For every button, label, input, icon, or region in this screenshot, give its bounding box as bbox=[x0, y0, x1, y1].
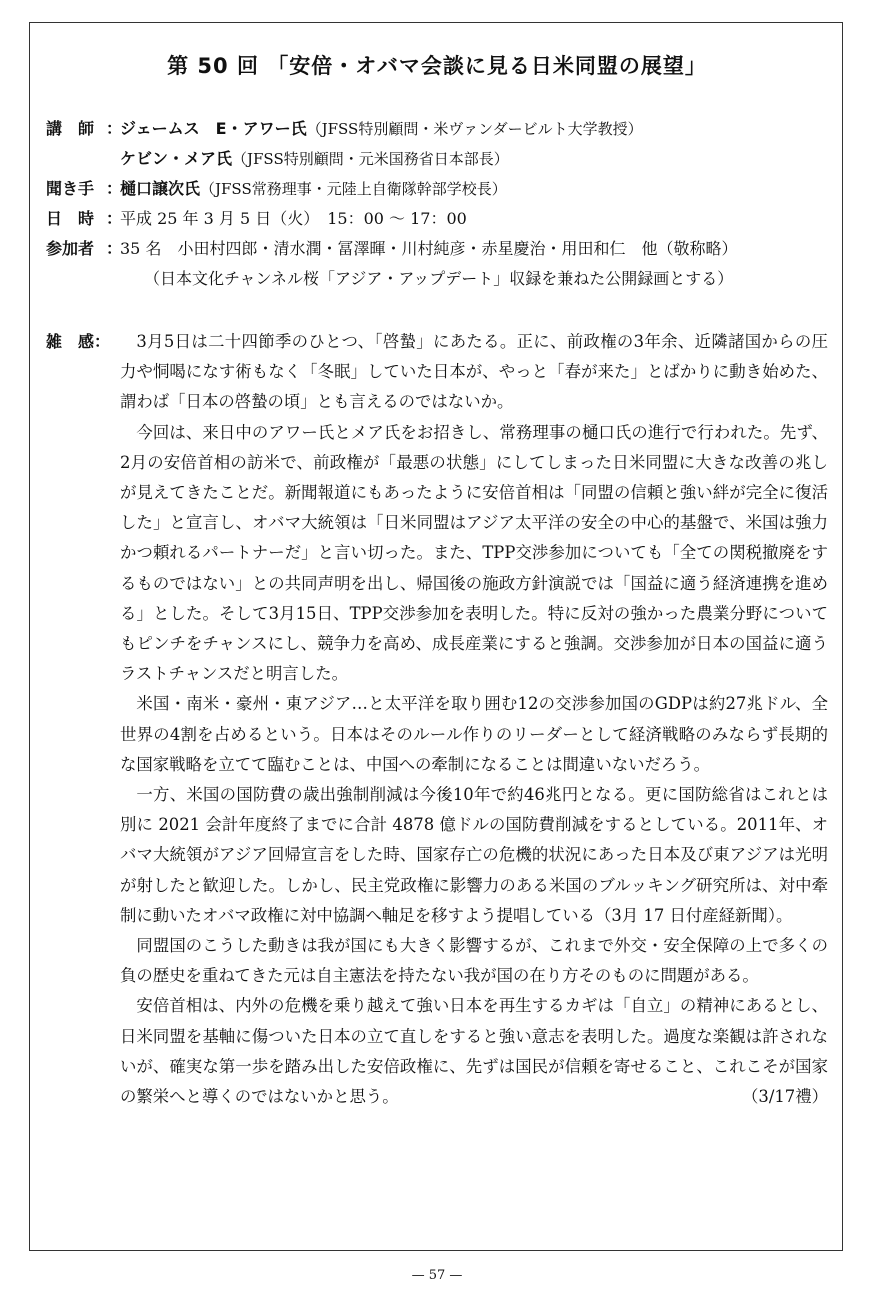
moderator-name: 樋口譲次氏 bbox=[120, 179, 201, 198]
speaker-2-role: （JFSS特別顧問・元米国務省日本部長） bbox=[232, 150, 509, 168]
participants-note-row bbox=[46, 264, 836, 294]
zakkan-body bbox=[120, 327, 828, 1112]
paragraph-text: 安倍首相は、内外の危機を乗り越えて強い日本を再生するカギは「自立」の精神にあるとし、日米同盟を基軸に傷ついた日本の立て直しをすると強い意志を表明した。過度な楽観は許されないが、確実な第一歩を踏み出した安倍政権に、先ずは国民が信頼を寄せること、これこそが国家の繁栄へと導くのではないかと思う。 bbox=[120, 996, 828, 1107]
zakkan-label: 雑 感： bbox=[46, 332, 111, 351]
date-label: 日 時 bbox=[46, 209, 95, 228]
colon: ： bbox=[106, 209, 123, 228]
speakers-row bbox=[46, 114, 836, 144]
page-number: — 57 — bbox=[411, 1268, 463, 1283]
participants-row bbox=[46, 234, 836, 264]
speaker-2-name: ケビン・メア氏 bbox=[120, 149, 233, 168]
speaker-2-row bbox=[46, 144, 836, 174]
colon: ： bbox=[106, 239, 123, 258]
speakers-label: 講 師 bbox=[46, 119, 95, 138]
paragraph: 今回は、来日中のアワー氏とメア氏をお招きし、常務理事の樋口氏の進行で行われた。先ず、2月の安倍首相の訪米で、前政権が「最悪の状態」にしてしまった日米同盟に大きな改善の兆しが見えてきたことだ。新聞報道にもあったように安倍首相は「同盟の信頼と強い絆が完全に復活した」と宣言し、オバマ大統領は「日米同盟はアジア太平洋の安全の中心的基盤で、米国は強力かつ頼れるパートナーだ」と言い切った。また、TPP交渉参加についても「全ての関税撤廃をするものではない」との共同声明を出し、帰国後の施政方針演説では「国益に適う経済連携を進める」とした。そして3月15日、TPP交渉参加を表明した。特に反対の強かった農業分野についてもピンチをチャンスにし、競争力を高め、成長産業にすると強調。交渉参加が日本の国益に適うラストチャンスだと明言した。 bbox=[120, 422, 828, 684]
page-title: 第 50 回 「安倍・オバマ会談に見る日米同盟の展望」 bbox=[167, 54, 707, 78]
colon: ： bbox=[106, 179, 123, 198]
moderator bbox=[120, 174, 507, 204]
moderator-row bbox=[46, 174, 836, 204]
paragraph: 3月5日は二十四節季のひとつ、「啓蟄」にあたる。正に、前政権の3年余、近隣諸国からの圧力や恫喝になす術もなく「冬眠」していた日本が、やっと「春が来た」とばかりに動き始めた、謂わば「日本の啓蟄の頃」とも言えるのではないか。 bbox=[120, 332, 828, 412]
participants-note: （日本文化チャンネル桜「アジア・アップデート」収録を兼ねた公開録画とする） bbox=[144, 269, 734, 288]
participants-value: 35 名 小田村四郎・清水潤・冨澤暉・川村純彦・赤星慶治・用田和仁 他（敬称略） bbox=[120, 239, 738, 258]
paragraph: 一方、米国の国防費の歳出強制削減は今後10年で約46兆円となる。更に国防総省はこれとは別に 2021 会計年度終了までに合計 4878 億ドルの国防費削減をするとしている。2011年、オバマ大統領がアジア回帰宣言をした時、国家存亡の危機的状況にあった日本及び東アジアは光明が射したと歓迎した。しかし、民主党政権に影響力のある米国のブルッキング研究所は、対中牽制に動いたオバマ政権に対中協調へ軸足を移すよう提唱している（3月 17 日付産経新聞）。 bbox=[120, 785, 828, 925]
colon: ： bbox=[106, 119, 123, 138]
event-info bbox=[46, 114, 836, 294]
speaker-1 bbox=[120, 114, 643, 144]
paragraph: 同盟国のこうした動きは我が国にも大きく影響するが、これまで外交・安全保障の上で多くの負の歴史を重ねてきた元は自主憲法を持たない我が国の在り方そのものに問題がある。 bbox=[120, 936, 828, 986]
date-row bbox=[46, 204, 836, 234]
moderator-label: 聞き手 bbox=[46, 179, 95, 198]
participants-label: 参加者 bbox=[46, 239, 95, 258]
speaker-2 bbox=[120, 144, 509, 174]
paragraph: 米国・南米・豪州・東アジア…と太平洋を取り囲む12の交渉参加国のGDPは約27兆ドル、全世界の4割を占めるという。日本はそのルール作りのリーダーとして経済戦略のみならず長期的な国家戦略を立てて臨むことは、中国への牽制になることは間違いないだろう。 bbox=[120, 694, 828, 774]
moderator-role: （JFSS常務理事・元陸上自衛隊幹部学校長） bbox=[200, 180, 507, 198]
speaker-1-name: ジェームス E・アワー氏 bbox=[120, 119, 307, 138]
signature: （3/17禮） bbox=[742, 1087, 828, 1107]
speaker-1-role: （JFSS特別顧問・米ヴァンダービルト大学教授） bbox=[306, 120, 643, 138]
paragraph-last bbox=[120, 991, 828, 1112]
date-value: 平成 25 年 3 月 5 日（火） 15：00 〜 17：00 bbox=[120, 209, 467, 228]
